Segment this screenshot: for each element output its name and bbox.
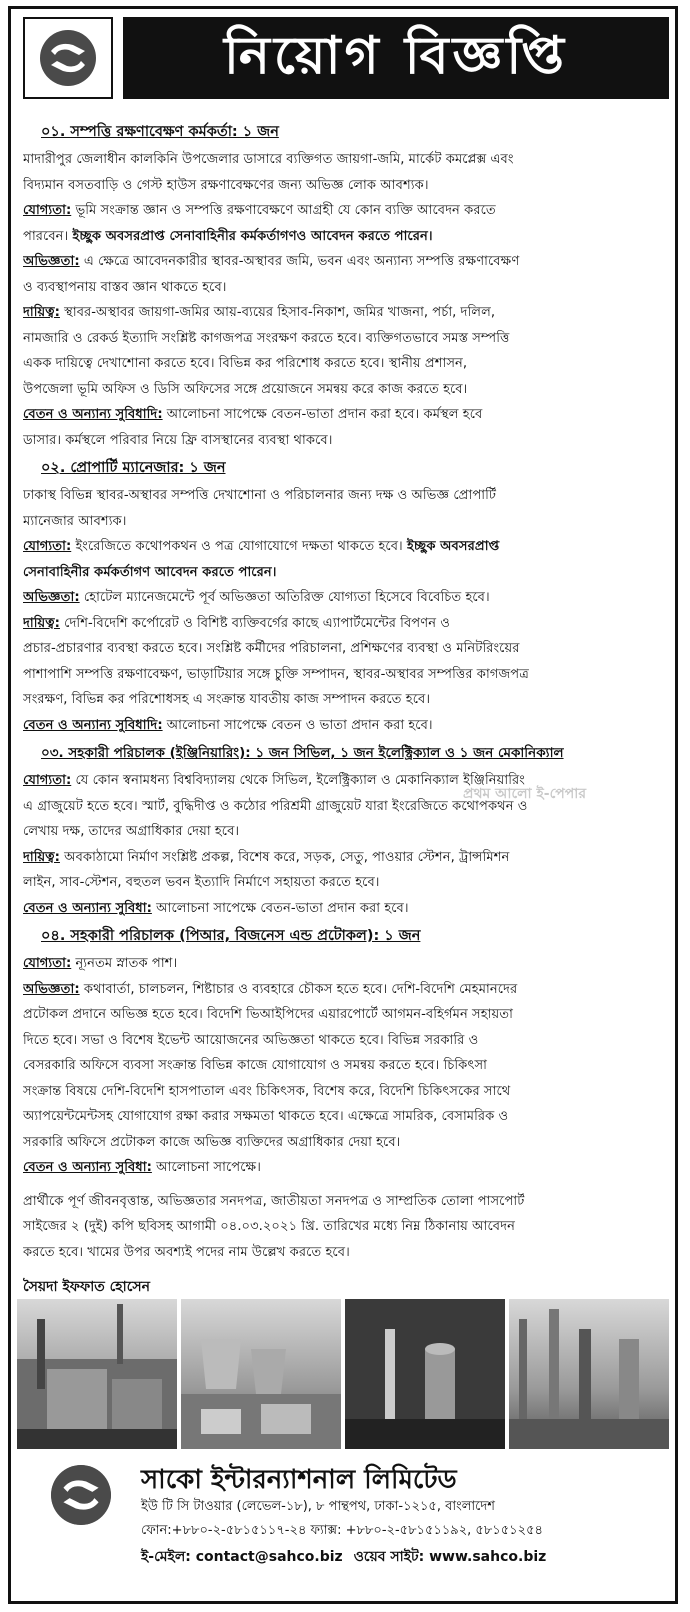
- text-line: সাইজের ২ (দুই) কপি ছবিসহ আগামী ০৪.০৩.২০২১ খ্রি. তারিখের মধ্যে নিম্ন ঠিকানায় আবেদন: [23, 1219, 515, 1234]
- qualification-label: যোগ্যতা:: [23, 956, 72, 971]
- text-line: বেসরকারি অফিসে ব্যবসা সংক্রান্ত বিভিন্ন কাজে যোগাযোগ ও সমন্বয় করতে হবে। চিকিৎসা: [23, 1058, 487, 1073]
- advertisement-page: [8, 6, 678, 1604]
- page-title: নিয়োগ বিজ্ঞপ্তি: [123, 17, 669, 99]
- text-line: করতে হবে। খামের উপর অবশ্যই পদের নাম উল্লেখ করতে হবে।: [23, 1244, 350, 1260]
- text-line: আলোচনা সাপেক্ষে বেতন-ভাতা প্রদান করা হবে।: [156, 900, 409, 916]
- qualification-label: যোগ্যতা:: [23, 539, 72, 554]
- bold-text: ইচ্ছুক অবসরপ্রাপ্ত সেনাবাহিনীর কর্মকর্তাগণও আবেদন করতে পারেন।: [72, 228, 433, 244]
- salary-label: বেতন ও অন্যান্য সুবিধা:: [23, 900, 152, 916]
- text-line: সংক্রান্ত বিষয়ে দেশি-বিদেশি হাসপাতাল এবং চিকিৎসক, বিশেষ করে, বিদেশি চিকিৎসকের সাথে: [23, 1083, 511, 1099]
- job-section-2: [23, 457, 665, 738]
- salary-label: বেতন ও অন্যান্য সুবিধাদি:: [23, 407, 163, 422]
- text-line: যে কোন স্বনামধন্য বিশ্ববিদ্যালয় থেকে সিভিল, ইলেক্ট্রিক্যাল ও মেকানিক্যাল ইঞ্জিনিয়ারিং: [75, 773, 525, 788]
- footer-logo-icon: [51, 1465, 111, 1525]
- job-section-4: [23, 925, 665, 1181]
- text-line: ভূমি সংক্রান্ত জ্ঞান ও সম্পত্তি রক্ষণাবেক্ষণে আগ্রহী যে কোন ব্যক্তি আবেদন করতে: [75, 203, 496, 218]
- section-heading: ০৩. সহকারী পরিচালক (ইঞ্জিনিয়ারিং): ১ জন সিভিল, ১ জন ইলেক্ট্রিক্যাল ও ১ জন মেকানিক্যাল: [41, 745, 564, 761]
- text-line: একক দায়িত্বে দেখাশোনা করতে হবে। বিভিন্ন কর পরিশোধ করতে হবে। স্থানীয় প্রশাসন,: [23, 356, 468, 371]
- qualification-label: যোগ্যতা:: [23, 773, 72, 788]
- company-phone: ফোন:+৮৮০-২-৫৮১৫১১৭-২৪ ফ্যাক্স: +৮৮০-২-৫৮১৫১১৯২, ৫৮১৫১২৫৪: [141, 1523, 543, 1538]
- company-logo: [23, 17, 113, 99]
- text-line: ডাসার। কর্মস্থলে পরিবার নিয়ে ফ্রি বাসস্থানের ব্যবস্থা থাকবে।: [23, 432, 333, 448]
- web-label: ওয়েব সাইট:: [353, 1549, 425, 1565]
- text-line: কথাবার্তা, চালচলন, শিষ্টাচার ও ব্যবহারে চৌকস হতে হবে। দেশি-বিদেশি মেহমানদের: [83, 981, 518, 997]
- signatory-name: সৈয়দা ইফফাত হোসেন: [23, 1279, 150, 1295]
- text-line: হোটেল ম্যানেজমেন্টে পূর্ব অভিজ্ঞতা অতিরিক্ত যোগ্যতা হিসেবে বিবেচিত হবে।: [83, 590, 490, 605]
- job-section-3: [23, 742, 665, 921]
- text-line: দেশি-বিদেশি কর্পোরেট ও বিশিষ্ট ব্যক্তিবর্গের কাছে এ্যাপার্টমেন্টের বিপণন ও: [64, 615, 450, 631]
- text-line: পাশাপাশি সম্পত্তি রক্ষণাবেক্ষণ, ভাড়াটিয়ার সঙ্গে চুক্তি সম্পাদন, স্থাবর-অস্থাবর সম্পত্তির কাগজপত্র: [23, 666, 529, 682]
- contact-line: [141, 1545, 546, 1569]
- text-line: অ্যাপয়েন্টমেন্টসহ যোগাযোগ রক্ষা করার সক্ষমতা থাকতে হবে। এক্ষেত্রে সামরিক, বেসামরিক ও: [23, 1109, 509, 1124]
- application-instructions: [23, 1189, 665, 1266]
- salary-label: বেতন ও অন্যান্য সুবিধাদি:: [23, 717, 163, 733]
- text-line: ইংরেজিতে কথোপকথন ও পত্র যোগাযোগে দক্ষতা থাকতে হবে।: [75, 539, 403, 554]
- job-section-1: [23, 121, 665, 453]
- salary-label: বেতন ও অন্যান্য সুবিধা:: [23, 1160, 152, 1175]
- duty-label: দায়িত্ব:: [23, 849, 60, 865]
- section-heading: ০১. সম্পত্তি রক্ষণাবেক্ষণ কর্মকর্তা: ১ জন: [41, 124, 279, 140]
- text-line: এ গ্রাজুয়েট হতে হবে। স্মার্ট, বুদ্ধিদীপ্ত ও কঠোর পরিশ্রমী গ্রাজুয়েট যারা ইংরেজিতে কথোপকথন ও: [23, 798, 528, 814]
- company-address: ইউ টি সি টাওয়ার (লেভেল-১৮), ৮ পান্থপথ, ঢাকা-১২১৫, বাংলাদেশ: [141, 1499, 495, 1514]
- text-line: ঢাকাস্থ বিভিন্ন স্থাবর-অস্থাবর সম্পত্তি দেখাশোনা ও পরিচালনার জন্য দক্ষ ও অভিজ্ঞ প্রোপার্টি: [23, 488, 497, 503]
- qualification-label: যোগ্যতা:: [23, 203, 72, 218]
- logo-s-icon: [39, 29, 97, 87]
- text-line: নামজারি ও রেকর্ড ইত্যাদি সংশ্লিষ্ট কাগজপত্র সংরক্ষণ করতে হবে। ব্যক্তিগতভাবে সমস্ত সম্পত্তি: [23, 330, 510, 346]
- refinery-photo: [345, 1299, 505, 1449]
- text-line: অবকাঠামো নির্মাণ সংশ্লিষ্ট প্রকল্প, বিশেষ করে, সড়ক, সেতু, পাওয়ার স্টেশন, ট্রান্সমিশন: [64, 849, 510, 865]
- text-line: মাদারীপুর জেলাধীন কালকিনি উপজেলার ডাসারে ব্যক্তিগত জায়গা-জমি, মার্কেট কমপ্লেক্স এবং: [23, 152, 514, 167]
- duty-label: দায়িত্ব:: [23, 305, 60, 320]
- bold-text: সেনাবাহিনীর কর্মকর্তাগণ আবেদন করতে পারেন।: [23, 564, 277, 580]
- text-line: প্রার্থীকে পূর্ণ জীবনবৃত্তান্ত, অভিজ্ঞতার সনদপত্র, জাতীয়তা সনদপত্র ও সাম্প্রতিক তোলা পাসপোর্ট: [23, 1193, 525, 1209]
- email-label: ই-মেইল:: [141, 1549, 191, 1565]
- text-line: পারবেন।: [23, 228, 69, 244]
- section-heading: ০৪. সহকারী পরিচালক (পিআর, বিজনেস এন্ড প্রটোকল): ১ জন: [41, 928, 421, 944]
- header: [11, 9, 675, 105]
- text-line: আলোচনা সাপেক্ষে বেতন ও ভাতা প্রদান করা হবে।: [166, 717, 433, 733]
- power-plant-photo: [17, 1299, 177, 1449]
- text-line: সংরক্ষণ, বিভিন্ন কর পরিশোধসহ এ সংক্রান্ত যাবতীয় কাজ সম্পাদন করতে হবে।: [23, 692, 431, 707]
- text-line: প্রচার-প্রচারণার ব্যবস্থা করতে হবে। সংশ্লিষ্ট কর্মীদের পরিচালনা, প্রশিক্ষণের ব্যবস্থা ও মনিটরিংয়ের: [23, 641, 520, 656]
- section-heading: ০২. প্রোপার্টি ম্যানেজার: ১ জন: [41, 460, 226, 476]
- main-content: [23, 117, 665, 1323]
- company-name: সাকো ইন্টারন্যাশনাল লিমিটেড: [141, 1465, 457, 1495]
- text-line: লাইন, সাব-স্টেশন, বহুতল ভবন ইত্যাদি নির্মাণে সহায়তা করতে হবে।: [23, 875, 380, 890]
- text-line: প্রটোকল প্রদানে অভিজ্ঞ হতে হবে। বিদেশি ভিআইপিদের এয়ারপোর্টে আগমন-বহির্গমন সহায়তা: [23, 1007, 513, 1022]
- text-line: দিতে হবে। সভা ও বিশেষ ইভেন্ট আয়োজনের অভিজ্ঞতা থাকতে হবে। বিভিন্ন সরকারি ও: [23, 1032, 479, 1048]
- experience-label: অভিজ্ঞতা:: [23, 590, 80, 605]
- footer: [11, 1457, 675, 1603]
- text-line: ম্যানেজার আবশ্যক।: [23, 513, 127, 529]
- text-line: বিদ্যমান বসতবাড়ি ও গেস্ট হাউস রক্ষণাবেক্ষণের জন্য অভিজ্ঞ লোক আবশ্যক।: [23, 177, 429, 193]
- text-line: ও ব্যবস্থাপনায় বাস্তব জ্ঞান থাকতে হবে।: [23, 279, 227, 295]
- email-link[interactable]: contact@sahco.biz: [195, 1549, 343, 1565]
- text-line: আলোচনা সাপেক্ষে।: [156, 1160, 261, 1175]
- text-line: লেখায় দক্ষ, তাদের অগ্রাধিকার দেয়া হবে।: [23, 824, 240, 839]
- photo-strip: [17, 1299, 669, 1449]
- experience-label: অভিজ্ঞতা:: [23, 254, 80, 269]
- cooling-tower-photo: [181, 1299, 341, 1449]
- duty-label: দায়িত্ব:: [23, 615, 60, 631]
- text-line: উপজেলা ভূমি অফিস ও ডিসি অফিসের সঙ্গে প্রয়োজনে সমন্বয় করে কাজ করতে হবে।: [23, 381, 468, 397]
- industrial-plant-photo: [509, 1299, 669, 1449]
- text-line: এ ক্ষেত্রে আবেদনকারীর স্থাবর-অস্থাবর জমি, ভবন এবং অন্যান্য সম্পত্তি রক্ষণাবেক্ষণ: [83, 254, 520, 269]
- watermark: প্রথম আলো ই-পেপার: [463, 786, 587, 802]
- text-line: সরকারি অফিসে প্রটোকল কাজে অভিজ্ঞ ব্যক্তিদের অগ্রাধিকার দেয়া হবে।: [23, 1134, 401, 1150]
- bold-text: ইচ্ছুক অবসরপ্রাপ্ত: [406, 539, 500, 554]
- web-link[interactable]: www.sahco.biz: [429, 1549, 547, 1565]
- text-line: স্থাবর-অস্থাবর জায়গা-জমির আয়-ব্যয়ের হিসাব-নিকাশ, জমির খাজনা, পর্চা, দলিল,: [64, 305, 496, 320]
- text-line: আলোচনা সাপেক্ষে বেতন-ভাতা প্রদান করা হবে। কর্মস্থল হবে: [166, 407, 483, 422]
- text-line: ন্যূনতম স্নাতক পাশ।: [75, 956, 178, 971]
- experience-label: অভিজ্ঞতা:: [23, 981, 80, 997]
